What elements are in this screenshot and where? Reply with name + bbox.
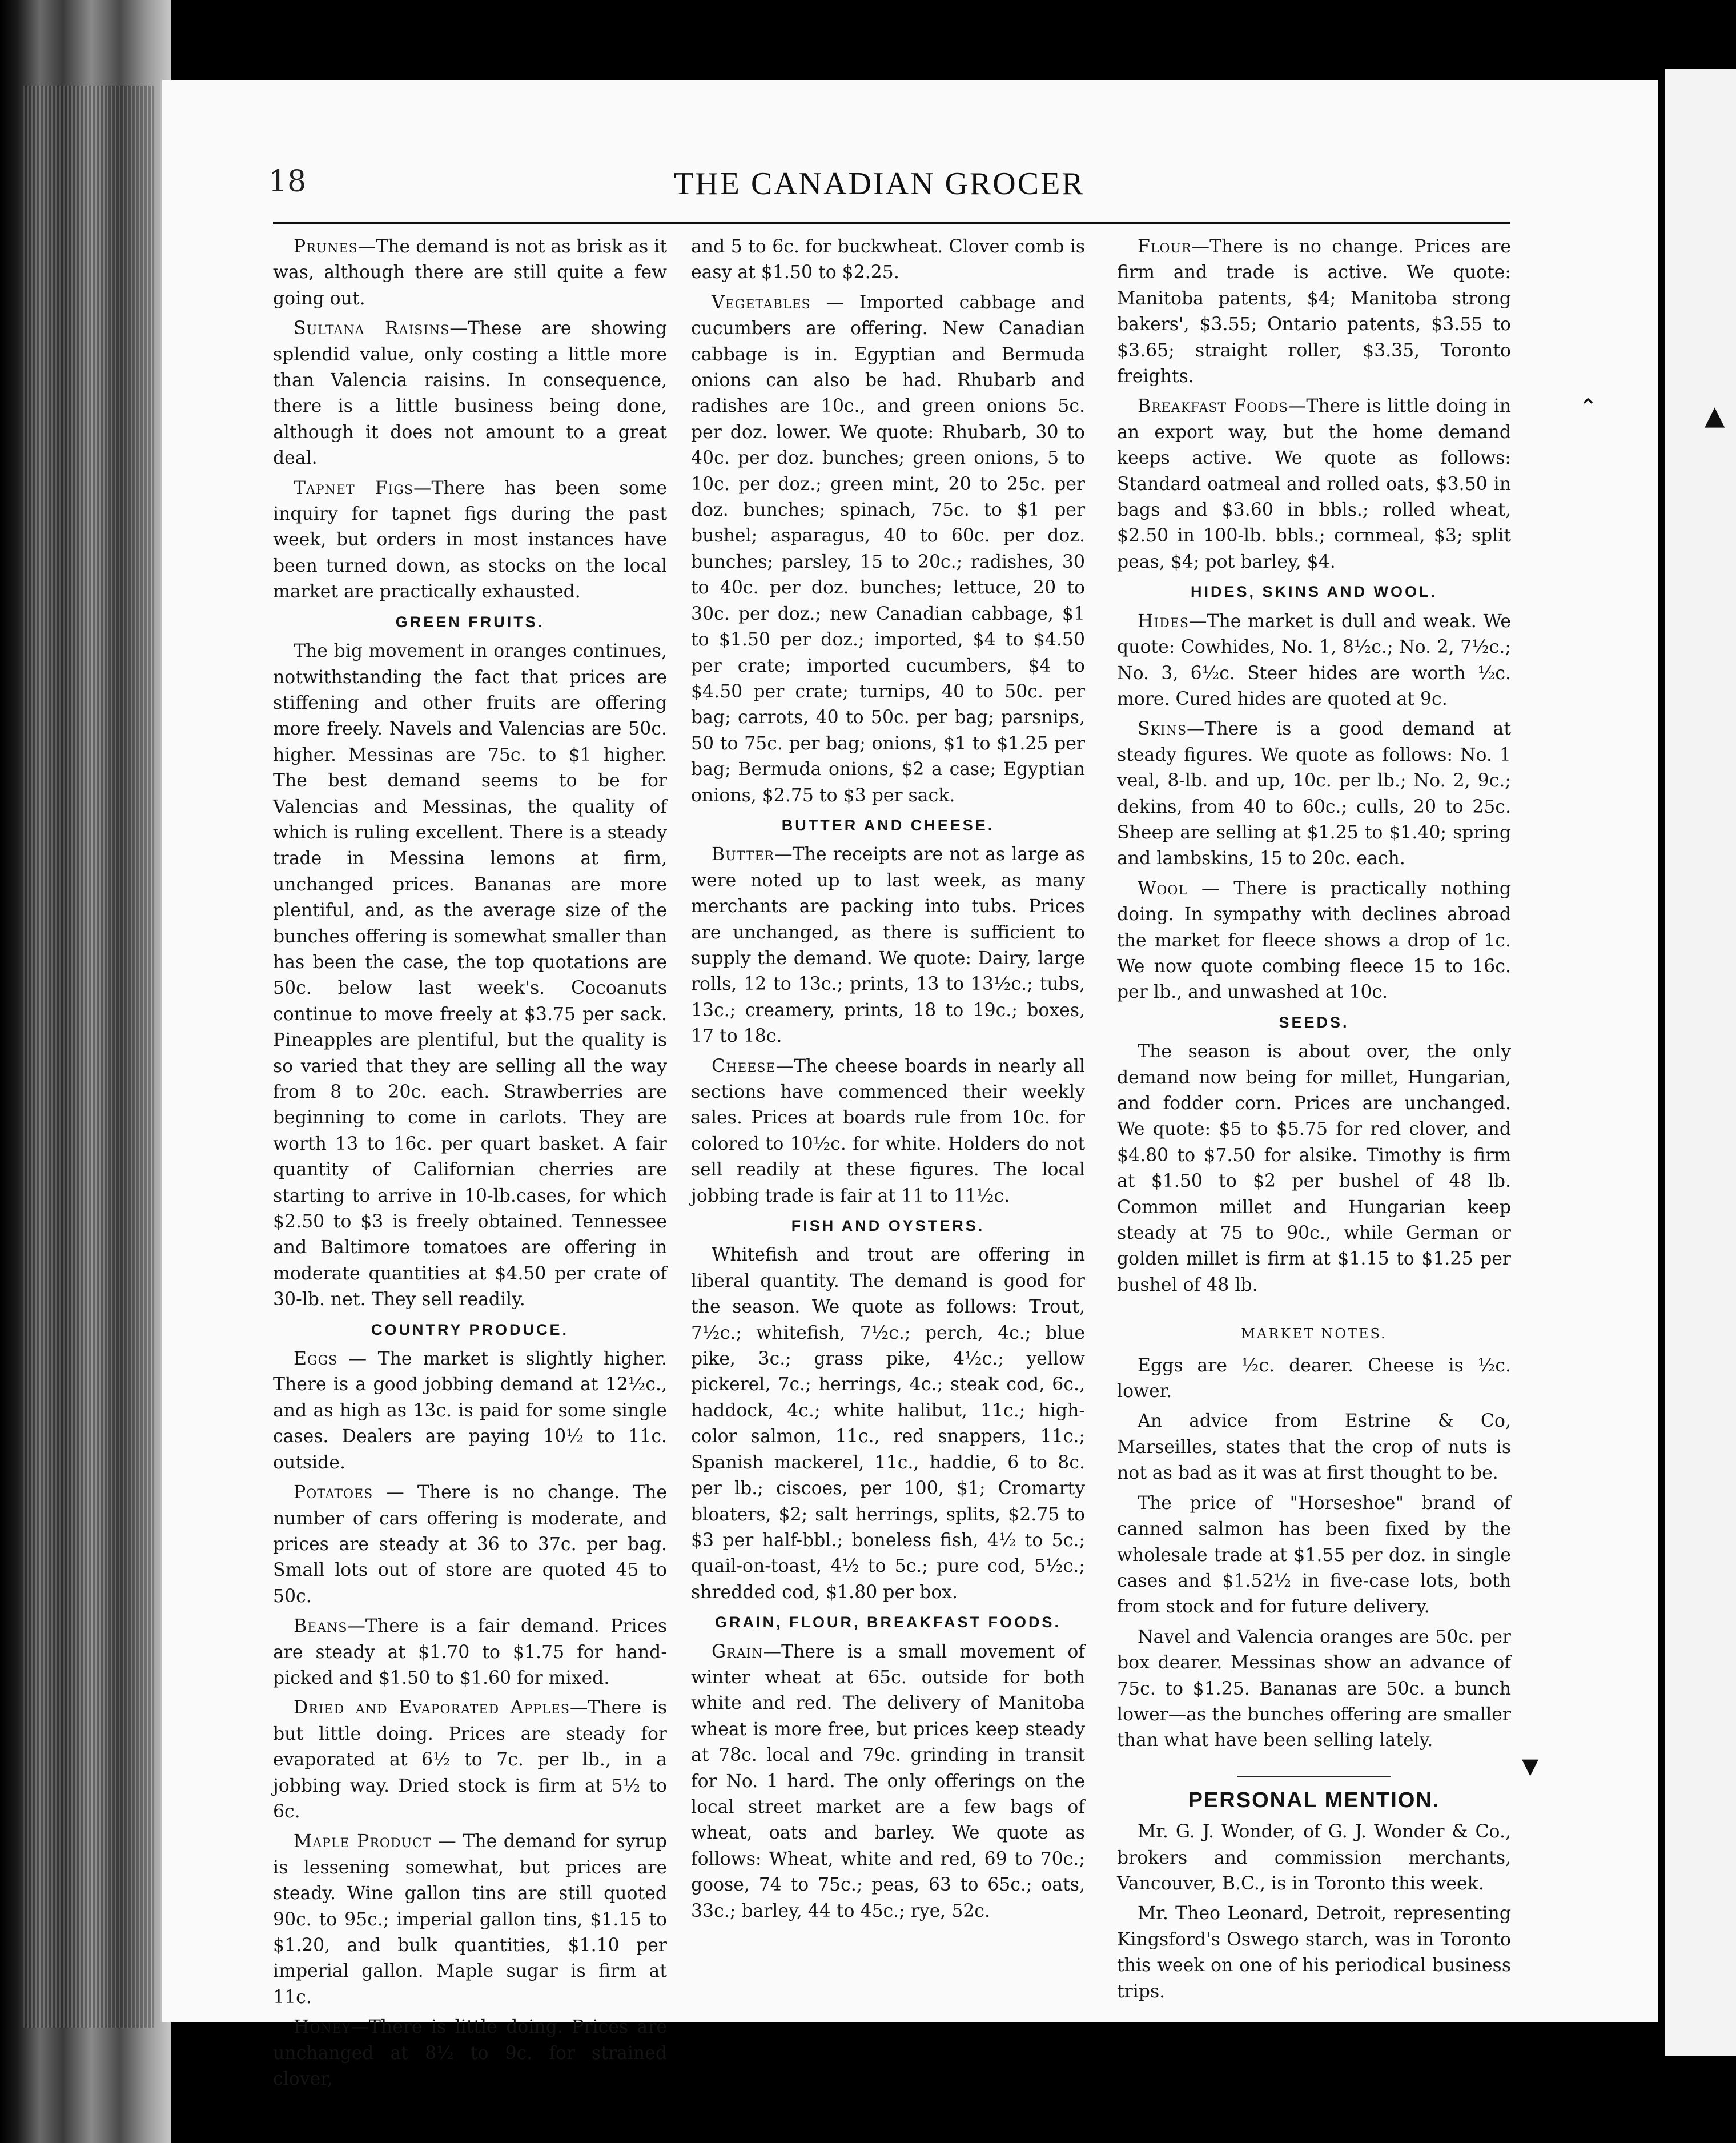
paragraph-personal-1: Mr. G. J. Wonder, of G. J. Wonder & Co., brokers and commission merchants, Vancouver, B.C., is in Toronto this week. [1117, 1821, 1511, 1894]
label-eggs: Eggs [294, 1349, 338, 1370]
paragraph-notes-4: Navel and Valencia oranges are 50c. per box dearer. Messinas show an advance of 75c. to $1.25. Bananas are 50c. a bunch lower—as the bunches offering are smaller than what have been selling lately. [1117, 1626, 1511, 1751]
margin-arrow-down-icon: ▼ [1522, 1753, 1539, 1779]
paragraph-sultana: Sultana Raisins—These are showing splendid value, only costing a little more than Valencia raisins. In consequence, there is a little business being done, although it does not amount to a great deal. [273, 318, 667, 469]
page-edges [23, 86, 154, 2028]
label-wool: Wool [1138, 878, 1188, 899]
page-title: THE CANADIAN GROCER [674, 166, 1085, 202]
label-flour: Flour [1138, 236, 1192, 257]
paragraph-vegetables: Vegetables — Imported cabbage and cucumbers are offering. New Canadian cabbage is in. Egyptian and Bermuda onions can also be had. Rhubarb and radishes are 10c., and green onions 5c. per doz. lower. We quote: Rhubarb, 30 to 40c. per doz. bunches; green onions, 5 to 10c. per doz.; green mint, 20 to 25c. per doz. bunches; spinach, 75c. to $1 per bushel; asparagus, 40 to 60c. per doz. bunches; parsley, 15 to 20c.; radishes, 30 to 40c. per doz. bunches; lettuce, 20 to 30c. per doz.; new Canadian cabbage, $1 to $1.50 per doz.; imported, $4 to $4.50 per crate; imported cucumbers, $4 to $4.50 per crate; turnips, 40 to 50c. per bag; carrots, 40 to 50c. per bag; parsnips, 50 to 75c. per bag; onions, $1 to $1.25 per bag; Bermuda onions, $2 a case; Egyptian onions, $2.75 to $3 per sack. [691, 292, 1085, 806]
label-cheese: Cheese [712, 1056, 776, 1077]
header-rule [273, 222, 1510, 224]
paragraph-grain: Grain—There is a small movement of winter wheat at 65c. outside for both white and red. The delivery of Manitoba wheat is more free, but prices keep steady at 78c. local and 79c. grinding in transit for No. 1 hard. The only offerings on the local street market are a few bags of wheat, oats and barley. We quote as follows: Wheat, white and red, 69 to 70c.; goose, 74 to 75c.; peas, 63 to 65c.; oats, 33c.; barley, 44 to 45c.; rye, 52c. [691, 1641, 1085, 1921]
paragraph-potatoes: Potatoes — There is no change. The number of cars offering is moderate, and prices are steady at 36 to 37c. per bag. Small lots out of store are quoted 45 to 50c. [273, 1482, 667, 1607]
paragraph-butter: Butter—The receipts are not as large as were noted up to last week, as many merchants are packing into tubs. Prices are unchanged, as there is sufficient to supply the demand. We quote: Dairy, large rolls, 12 to 13c.; prints, 13 to 13½c.; tubs, 13c.; creamery, prints, 18 to 19c.; boxes, 17 to 18c. [691, 844, 1085, 1047]
column-3 [1117, 234, 1511, 2009]
section-heading-country-produce: COUNTRY PRODUCE. [371, 1321, 569, 1338]
label-maple: Maple Product [294, 1831, 432, 1852]
label-breakfast-foods: Breakfast Foods [1138, 396, 1288, 417]
paragraph-beans: Beans—There is a fair demand. Prices are steady at $1.70 to $1.75 for hand-picked and $1.50 to $1.60 for mixed. [273, 1616, 667, 1688]
paragraph-breakfast-foods: Breakfast Foods—There is little doing in an export way, but the home demand keeps active. We quote as follows: Standard oatmeal and rolled oats, $3.50 in bags and $3.60 in bbls.; rolled wheat, $2.50 in 100-lb. bbls.; cornmeal, $3; split peas, $4; pot barley, $4. [1117, 396, 1511, 572]
facing-page-edge [1665, 69, 1736, 2056]
paragraph-wool: Wool — There is practically nothing doing. In sympathy with declines abroad the market for fleece shows a drop of 1c. We now quote combing fleece 15 to 16c. per lb., and unwashed at 10c. [1117, 878, 1511, 1003]
label-honey: Honey [294, 2017, 351, 2038]
paragraph-fish: Whitefish and trout are offering in liberal quantity. The demand is good for the season. We quote as follows: Trout, 7½c.; whitefish, 7½c.; perch, 4c.; blue pike, 3c.; grass pike, 4½c.; yellow pickerel, 7c.; herrings, 4c.; steak cod, 6c., haddock, 4c.; white halibut, 11c.; high-color salmon, 11c., red snappers, 11c.; Spanish mackerel, 11c., haddie, 6 to 8c. per lb.; ciscoes, per 100, $1; Cromarty bloaters, $2; salt herrings, splits, $2.75 to $3 per half-bbl.; boneless fish, 4½ to 5c.; quail-on-toast, 4½ to 5c.; pure cod, 5½c.; shredded cod, $1.80 per box. [691, 1245, 1085, 1603]
paragraph-notes-1: Eggs are ½c. dearer. Cheese is ½c. lower. [1117, 1355, 1511, 1402]
label-skins: Skins [1138, 719, 1187, 740]
paragraph-prunes: Prunes—The demand is not as brisk as it was, although there are still quite a few going out. [273, 236, 667, 309]
label-tapnet: Tapnet Figs [294, 477, 413, 499]
paragraph-seeds: The season is about over, the only demand now being for millet, Hungarian, and fodder corn. Prices are unchanged. We quote: $5 to $5.75 for red clover, and $4.80 to $7.50 for alsike. Timothy is firm at $1.50 to $2 per bushel of 48 lb. Common millet and Hungarian keep steady at 75 to 90c., while German or golden millet is firm at $1.15 to $1.25 per bushel of 48 lb. [1117, 1041, 1511, 1295]
label-grain: Grain [712, 1641, 763, 1662]
section-heading-market-notes: MARKET NOTES. [1241, 1326, 1387, 1342]
section-heading-green-fruits: GREEN FRUITS. [395, 613, 545, 631]
paragraph-eggs: Eggs — The market is slightly higher. There is a good jobbing demand at 12½c., and as high as 13c. is paid for some single cases. Dealers are paying 10½ to 11c. outside. [273, 1349, 667, 1473]
margin-mark-icon: ⌃ [1579, 394, 1597, 419]
paragraph-skins: Skins—There is a good demand at steady figures. We quote as follows: No. 1 veal, 8-lb. and up, 10c. per lb.; No. 2, 9c.; dekins, from 40 to 60c.; culls, 20 to 25c. Sheep are selling at $1.25 to $1.40; spring and lambskins, 15 to 20c. each. [1117, 719, 1511, 869]
paragraph-green-fruits: The big movement in oranges continues, notwithstanding the fact that prices are stiffening and other fruits are offering more freely. Navels and Valencias are 50c. higher. Messinas are 75c. to $1 higher. The best demand seems to be for Valencias and Messinas, the quality of which is ruling excellent. There is a steady trade in Messina lemons at firm, unchanged prices. Bananas are more plentiful, and, as the average size of the bunches offering is somewhat smaller than has been the case, the top quotations are 50c. below last week's. Cocoanuts continue to move freely at $3.75 per sack. Pineapples are plentiful, but the quality is so varied that they are selling all the way from 8 to 20c. each. Strawberries are beginning to come in carlots. They are worth 13 to 16c. per quart basket. A fair quantity of Californian cherries are starting to arrive in 10-lb.cases, for which $2.50 to $3 is freely obtained. Tennessee and Baltimore tomatoes are offering in moderate quantities at $4.50 per crate of 30-lb. net. They sell readily. [273, 641, 667, 1310]
margin-arrow-icon: ▲ [1705, 400, 1725, 431]
paragraph-honey-continued: and 5 to 6c. for buckwheat. Clover comb is easy at $1.50 to $2.25. [691, 236, 1085, 283]
paragraph-hides: Hides—The market is dull and weak. We quote: Cowhides, No. 1, 8½c.; No. 2, 7½c.; No. 3, 6½c. Steer hides are worth ½c. more. Cured hides are quoted at 9c. [1117, 611, 1511, 709]
paragraph-flour: Flour—There is no change. Prices are firm and trade is active. We quote: Manitoba patents, $4; Manitoba strong bakers', $3.55; Ontario patents, $3.55 to $3.65; straight roller, $3.35, Toronto freights. [1117, 236, 1511, 387]
page-number: 18 [268, 164, 307, 199]
section-heading-fish-oysters: FISH AND OYSTERS. [791, 1217, 985, 1235]
paragraph-dried-apples: Dried and Evaporated Apples—There is but little doing. Prices are steady for evaporated at 6½ to 7c. per lb., in a jobbing way. Dried stock is firm at 5½ to 6c. [273, 1697, 667, 1822]
paragraph-cheese: Cheese—The cheese boards in nearly all sections have commenced their weekly sales. Prices at boards rule from 10c. for colored to 10½c. for white. Holders do not sell readily at these figures. The local jobbing trade is fair at 11 to 11½c. [691, 1056, 1085, 1206]
column-2 [691, 234, 1085, 1928]
column-1 [273, 234, 667, 2096]
label-potatoes: Potatoes [294, 1482, 373, 1503]
paragraph-honey: Honey—There is little doing. Prices are unchanged at 8½ to 9c. for strained clover, [273, 2017, 667, 2090]
label-prunes: Prunes [294, 236, 358, 257]
book-spine [0, 0, 171, 2143]
section-heading-seeds: SEEDS. [1279, 1013, 1349, 1031]
paragraph-maple: Maple Product — The demand for syrup is lessening somewhat, but prices are steady. Wine gallon tins are still quoted 90c. to 95c.; imperial gallon tins, $1.15 to $1.20, and bulk quantities, $1.10 per imperial gallon. Maple sugar is firm at 11c. [273, 1831, 667, 2008]
paragraph-notes-2: An advice from Estrine & Co, Marseilles, states that the crop of nuts is not as bad as it was at first thought to be. [1117, 1411, 1511, 1484]
section-heading-butter-cheese: BUTTER AND CHEESE. [781, 816, 995, 834]
section-heading-hides: HIDES, SKINS AND WOOL. [1190, 583, 1437, 601]
label-dried-apples: Dried and Evaporated Apples [294, 1697, 570, 1719]
paragraph-personal-2: Mr. Theo Leonard, Detroit, representing Kingsford's Oswego starch, was in Toronto this week on one of his periodical business trips. [1117, 1903, 1511, 2002]
paragraph-tapnet: Tapnet Figs—There has been some inquiry for tapnet figs during the past week, but orders in most instances have been turned down, as stocks on the local market are practically exhausted. [273, 477, 667, 603]
divider [1237, 1776, 1391, 1777]
label-hides: Hides [1138, 611, 1189, 632]
section-heading-grain: GRAIN, FLOUR, BREAKFAST FOODS. [715, 1614, 1061, 1631]
paragraph-notes-3: The price of "Horseshoe" brand of canned salmon has been fixed by the wholesale trade at $1.55 per doz. in single cases and $1.52½ in five-case lots, both from stock and for future delivery. [1117, 1492, 1511, 1618]
label-vegetables: Vegetables [712, 292, 811, 313]
section-heading-personal-mention: PERSONAL MENTION. [1188, 1788, 1440, 1812]
label-beans: Beans [294, 1616, 348, 1637]
label-butter: Butter [712, 844, 775, 865]
label-sultana: Sultana Raisins [294, 318, 450, 339]
